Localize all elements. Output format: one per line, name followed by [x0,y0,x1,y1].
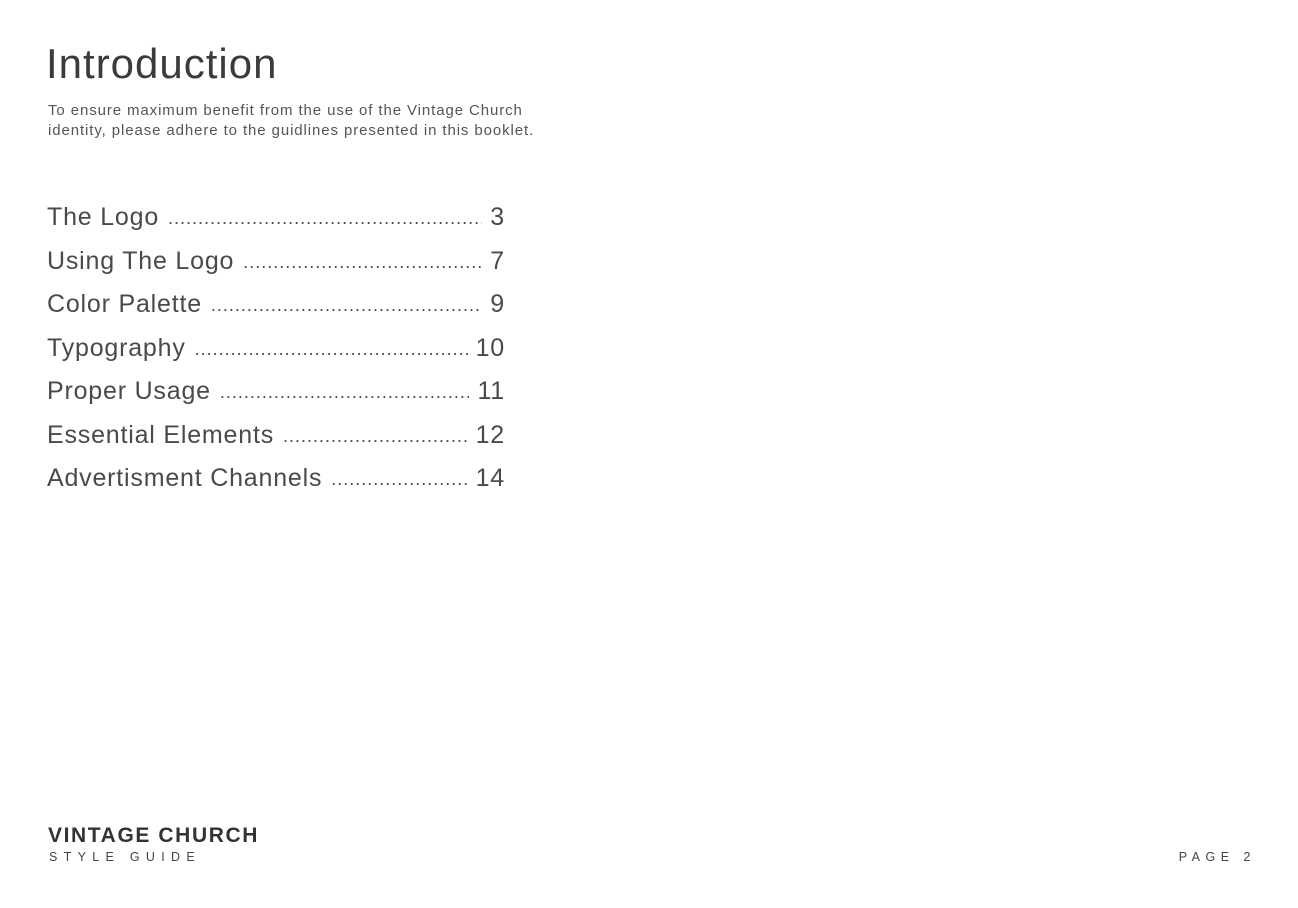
intro-line: To ensure maximum benefit from the use of the Vintage Church [48,102,523,119]
toc-item-label: Typography [47,333,186,362]
toc-dot-leader [195,328,468,372]
toc-item-proper-usage [47,370,505,414]
table-of-contents [47,196,505,501]
toc-item-page: 12 [475,420,505,449]
intro-line: identity, please adhere to the guidlines presented in this booklet. [48,122,535,139]
toc-item-color-palette [47,283,505,327]
toc-dot-leader [283,415,468,459]
toc-item-the-logo [47,196,505,240]
toc-item-using-the-logo [47,240,505,284]
toc-item-page: 3 [490,203,505,231]
toc-item-essential-elements [47,414,505,458]
toc-item-label: Color Palette [47,290,202,318]
toc-item-label: Proper Usage [47,377,211,405]
toc-item-page: 7 [490,246,505,275]
brand-name: VINTAGE CHURCH [48,824,260,847]
page-title: Introduction [46,40,278,87]
toc-item-typography [47,327,505,371]
toc-dot-leader [211,284,482,328]
toc-dot-leader [243,241,482,285]
toc-dot-leader [331,458,467,502]
intro-paragraph [48,101,588,141]
brand-subtitle: STYLE GUIDE [49,850,201,864]
toc-item-label: The Logo [47,203,160,231]
toc-item-label: Essential Elements [47,420,274,449]
toc-item-page: 11 [477,377,505,405]
toc-item-label: Advertisment Channels [47,464,323,492]
page-number: PAGE 2 [1178,850,1256,864]
toc-dot-leader [220,371,470,415]
toc-item-advertisment-channels [47,457,505,501]
toc-item-page: 14 [475,464,505,492]
toc-item-page: 9 [490,290,505,318]
toc-item-page: 10 [475,333,505,362]
toc-dot-leader [168,197,482,241]
toc-item-label: Using The Logo [47,246,235,275]
